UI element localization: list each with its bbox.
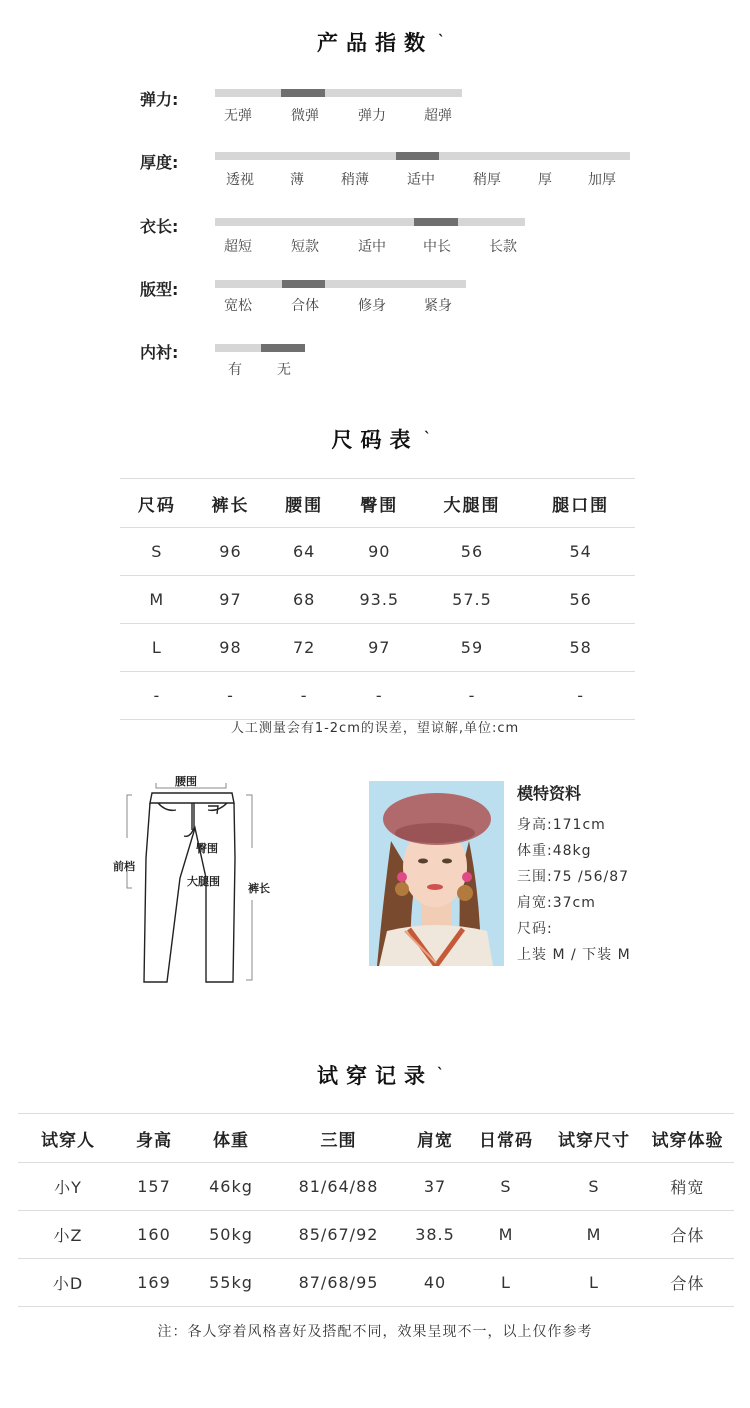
- table-cell: 50kg: [209, 1225, 253, 1244]
- table-cell: 96: [219, 542, 242, 561]
- table-cell: 55kg: [209, 1273, 253, 1292]
- table-cell: M: [498, 1225, 514, 1244]
- table-cell: 90: [368, 542, 391, 561]
- index-option: 厚: [538, 172, 552, 188]
- table-cell: 56: [569, 590, 592, 609]
- index-label-elasticity: 弹力:: [140, 90, 179, 109]
- index-option: 修身: [358, 298, 386, 314]
- table-cell: M: [586, 1225, 602, 1244]
- index-option: 无: [277, 362, 291, 378]
- model-info-title: 模特资料: [517, 784, 582, 803]
- pants-label-hip: 臀围: [196, 842, 218, 855]
- size-chart-note: 人工测量会有1-2cm的误差，望谅解,单位:cm: [230, 721, 520, 736]
- table-header-row: [120, 479, 635, 528]
- pants-label-length: 裤长: [248, 882, 270, 895]
- section-title-try-on: [0, 1054, 750, 1090]
- table-cell: -: [375, 686, 383, 705]
- index-bar-selected: [261, 344, 305, 352]
- table-cell: 68: [292, 590, 316, 609]
- table-cell: L: [501, 1273, 511, 1292]
- model-info-line: 身高:171cm: [517, 817, 606, 833]
- index-option: 短款: [291, 239, 319, 255]
- index-option: 适中: [407, 172, 435, 188]
- table-header-cell: 肩宽: [417, 1130, 453, 1151]
- index-option: 加厚: [588, 172, 616, 188]
- table-cell: L: [151, 638, 162, 657]
- table-cell: -: [300, 686, 308, 705]
- section-title-text: 试穿记录: [317, 1064, 433, 1088]
- model-portrait-illustration: [369, 781, 504, 966]
- table-cell: 56: [460, 542, 484, 561]
- section-title-text: 产品指数: [317, 31, 433, 55]
- model-info-line: 上装 M / 下装 M: [517, 947, 631, 963]
- index-label-length: 衣长:: [140, 217, 179, 236]
- table-cell: 合体: [670, 1274, 705, 1293]
- table-cell: 40: [423, 1273, 447, 1292]
- table-row: [18, 1259, 734, 1307]
- table-cell: 93.5: [359, 590, 400, 609]
- table-cell: S: [588, 1177, 600, 1196]
- index-bar-selected: [396, 152, 439, 160]
- table-header-cell: 体重: [213, 1130, 249, 1151]
- table-cell: 157: [137, 1177, 171, 1196]
- tick-mark-icon: ˎ: [424, 418, 431, 434]
- index-label-lining: 内衬:: [140, 343, 179, 362]
- index-option: 稍薄: [341, 172, 369, 188]
- table-cell: 64: [292, 542, 316, 561]
- table-cell: -: [577, 686, 585, 705]
- model-info-line: 尺码:: [517, 921, 553, 937]
- table-cell: 57.5: [452, 590, 492, 609]
- try-on-note: 注：各人穿着风格喜好及搭配不同，效果呈现不一，以上仅作参考: [157, 1324, 593, 1340]
- index-bar-elasticity: [215, 89, 462, 97]
- table-cell: 58: [569, 638, 592, 657]
- table-cell: S: [151, 542, 163, 561]
- try-on-table: [18, 1113, 734, 1307]
- index-bar-fit: [215, 280, 466, 288]
- table-row: [18, 1163, 734, 1211]
- index-bar-thickness: [215, 152, 630, 160]
- index-option: 稍厚: [473, 172, 501, 188]
- table-cell: L: [589, 1273, 599, 1292]
- table-header-cell: 日常码: [479, 1130, 533, 1151]
- model-info-line: 体重:48kg: [517, 843, 592, 859]
- table-cell: 59: [460, 638, 484, 657]
- index-option: 中长: [423, 239, 451, 255]
- index-bar-length: [215, 218, 525, 226]
- table-cell: 46kg: [209, 1177, 253, 1196]
- table-cell: -: [153, 686, 161, 705]
- table-header-cell: 试穿尺寸: [558, 1130, 630, 1151]
- table-row: [18, 1211, 734, 1259]
- index-option: 超弹: [424, 108, 452, 124]
- table-cell: 小D: [52, 1274, 84, 1293]
- model-info-line: 三围:75 /56/87: [517, 869, 630, 885]
- model-info-line: 肩宽:37cm: [517, 895, 596, 911]
- table-cell: 小Y: [54, 1178, 82, 1197]
- table-cell: 169: [137, 1273, 171, 1292]
- table-cell: 合体: [670, 1226, 705, 1245]
- pants-label-thigh: 大腿围: [187, 875, 220, 888]
- index-option: 微弹: [291, 108, 319, 124]
- table-cell: S: [500, 1177, 512, 1196]
- table-row: [120, 528, 635, 576]
- index-bar-selected: [282, 280, 325, 288]
- tick-mark-icon: ˎ: [438, 21, 445, 37]
- table-header-cell: 试穿人: [41, 1130, 95, 1151]
- table-header-cell: 试穿体验: [651, 1130, 724, 1151]
- index-option: 长款: [489, 239, 517, 255]
- table-cell: 54: [569, 542, 592, 561]
- index-option: 有: [228, 362, 242, 378]
- table-cell: 稍宽: [670, 1178, 705, 1197]
- table-header-cell: 大腿围: [443, 495, 501, 516]
- pants-label-rise: 前档: [113, 860, 135, 873]
- index-option: 超短: [224, 239, 252, 255]
- pants-label-waist: 腰围: [175, 775, 197, 788]
- table-cell: 98: [219, 638, 242, 657]
- section-title-size-chart: [0, 418, 750, 454]
- model-photo: [369, 781, 504, 966]
- table-header-cell: 腿口围: [552, 495, 610, 516]
- index-option: 适中: [358, 239, 386, 255]
- table-header-cell: 三围: [320, 1130, 357, 1151]
- table-row: [120, 624, 635, 672]
- table-cell: 85/67/92: [298, 1225, 379, 1244]
- table-header-cell: 身高: [136, 1130, 172, 1151]
- table-cell: 87/68/95: [298, 1273, 379, 1292]
- table-cell: 37: [423, 1177, 447, 1196]
- table-row: [120, 576, 635, 624]
- table-cell: 81/64/88: [298, 1177, 379, 1196]
- index-option: 无弹: [224, 108, 252, 124]
- table-cell: -: [227, 686, 234, 705]
- section-title-text: 尺码表: [331, 428, 419, 452]
- index-option: 紧身: [424, 298, 452, 314]
- table-header-cell: 臀围: [360, 495, 399, 516]
- table-row: [120, 672, 635, 720]
- index-option: 弹力: [358, 108, 386, 124]
- table-header-cell: 裤长: [211, 495, 250, 516]
- section-title-product-index: [0, 21, 750, 57]
- table-cell: 72: [292, 638, 316, 657]
- table-cell: 97: [368, 638, 391, 657]
- table-header-row: [18, 1114, 734, 1163]
- table-cell: M: [149, 590, 165, 609]
- table-cell: 160: [137, 1225, 171, 1244]
- index-label-fit: 版型:: [140, 280, 179, 299]
- table-cell: -: [468, 686, 476, 705]
- index-bar-lining: [215, 344, 305, 352]
- table-header-cell: 尺码: [137, 495, 176, 516]
- index-option: 合体: [291, 298, 319, 314]
- index-bar-selected: [414, 218, 458, 226]
- table-cell: 小Z: [53, 1226, 83, 1245]
- index-option: 透视: [226, 172, 254, 188]
- index-bar-selected: [281, 89, 325, 97]
- index-option: 宽松: [224, 298, 252, 314]
- tick-mark-icon: ˎ: [437, 1054, 444, 1070]
- size-chart-table: [120, 478, 635, 720]
- index-label-thickness: 厚度:: [140, 153, 179, 172]
- table-cell: 38.5: [415, 1225, 455, 1244]
- index-option: 薄: [290, 172, 304, 188]
- table-header-cell: 腰围: [285, 495, 324, 516]
- table-cell: 97: [219, 590, 242, 609]
